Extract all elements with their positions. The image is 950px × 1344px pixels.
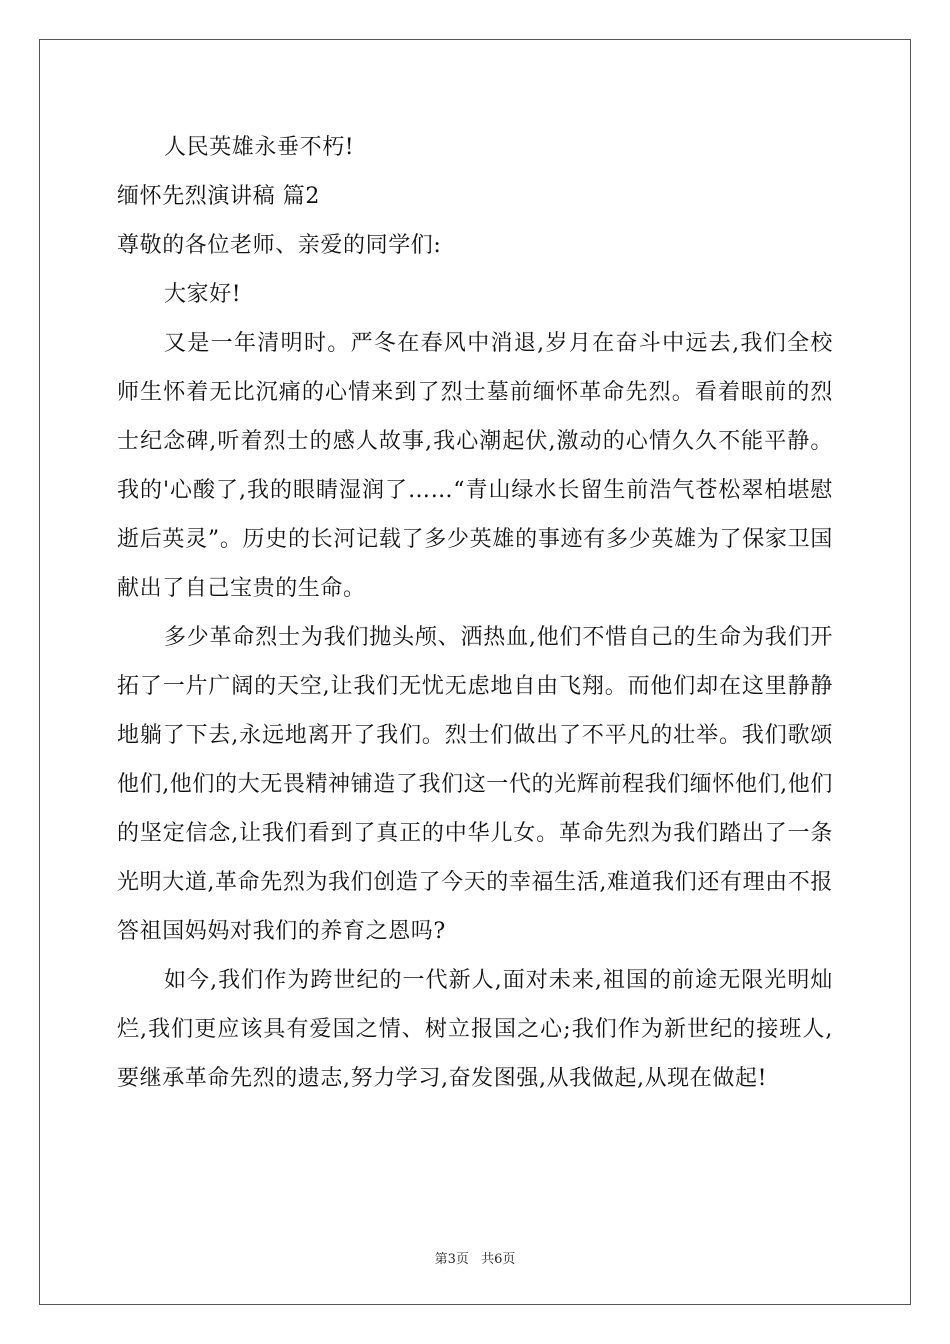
salutation-line: 尊敬的各位老师、亲爱的同学们: — [117, 233, 442, 258]
closing-line: 人民英雄永垂不朽! — [164, 135, 355, 160]
greeting-line: 大家好! — [164, 282, 242, 307]
page-total: 共6页 — [481, 1252, 516, 1267]
paragraph: 多少革命烈士为我们抛头颅、洒热血,他们不惜自己的生命为我们开拓了一片广阔的天空,让我们无忧无虑地自由飞翔。而他们却在这里静静地躺了下去,永远地离开了我们。烈士们做出了不平凡的壮举。我们歌颂他们,他们的大无畏精神铺造了我们这一代的光辉前程我们缅怀他们,他们的坚定信念,让我们看到了真正的中华儿女。革命先烈为我们踏出了一条光明大道,革命先烈为我们创造了今天的幸福生活,难道我们还有理由不报答祖国妈妈对我们的养育之恩吗? — [117, 625, 833, 944]
paragraph: 又是一年清明时。严冬在春风中消退,岁月在奋斗中远去,我们全校师生怀着无比沉痛的心情来到了烈士墓前缅怀革命先烈。看着眼前的烈士纪念碑,听着烈士的感人故事,我心潮起伏,激动的心情久久不能平静。我的'心酸了,我的眼睛湿润了……“青山绿水长留生前浩气苍松翠柏堪慰逝后英灵”。历史的长河记载了多少英雄的事迹有多少英雄为了保家卫国献出了自己宝贵的生命。 — [117, 331, 833, 601]
page-footer — [0, 1248, 950, 1267]
page-number: 第3页 — [434, 1252, 469, 1267]
document-body — [117, 123, 833, 1103]
speech-title: 缅怀先烈演讲稿 篇2 — [117, 184, 320, 209]
paragraph: 如今,我们作为跨世纪的一代新人,面对未来,祖国的前途无限光明灿烂,我们更应该具有爱国之情、树立报国之心;我们作为新世纪的接班人,要继承革命先烈的遗志,努力学习,奋发图强,从我做起,从现在做起! — [117, 968, 833, 1091]
